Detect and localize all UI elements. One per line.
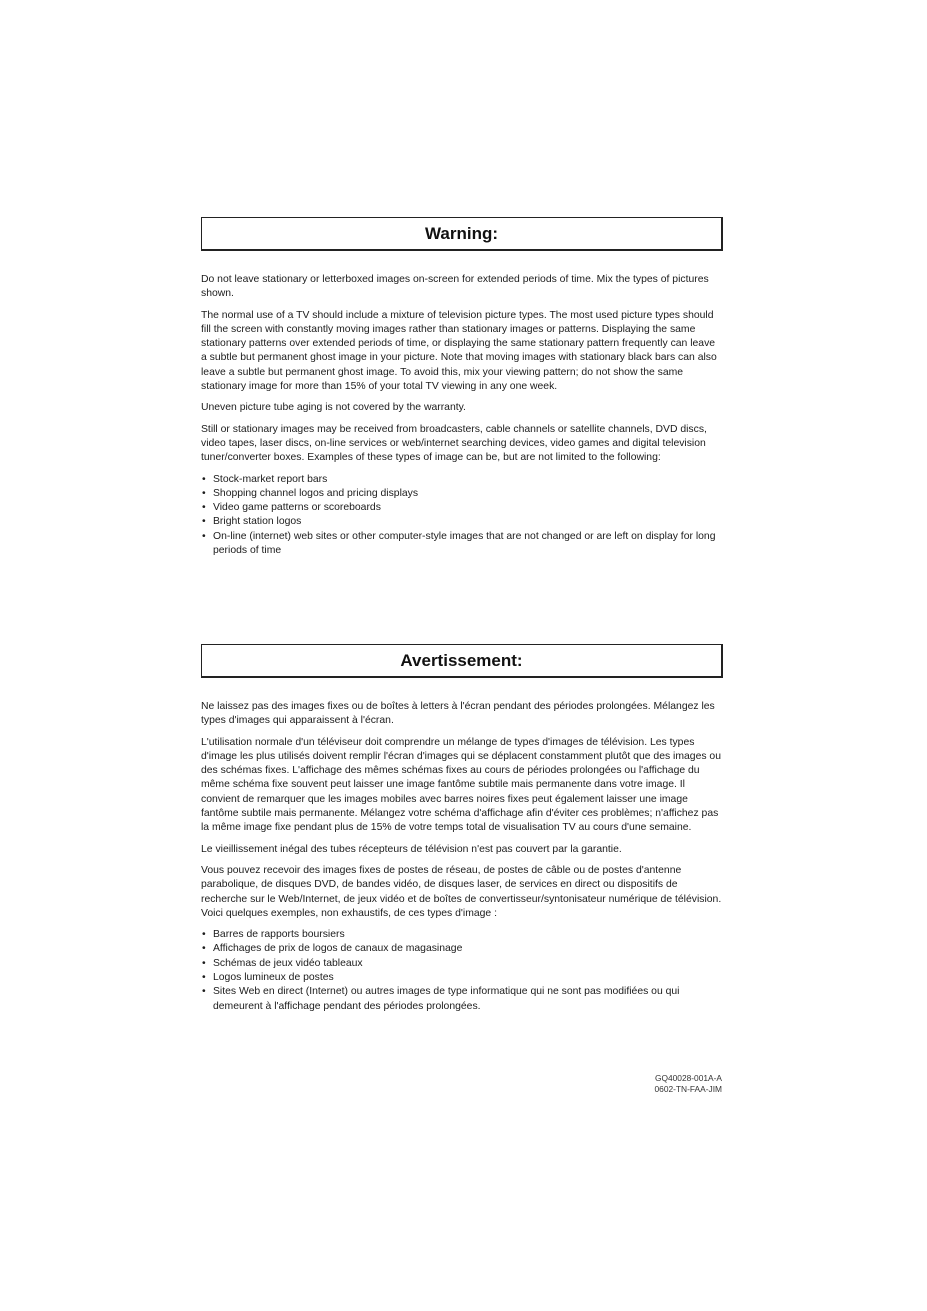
avertissement-content bbox=[201, 700, 723, 1014]
warning-title-box bbox=[201, 217, 723, 251]
warning-paragraph-3: Uneven picture tube aging is not covered by the warranty. bbox=[201, 402, 466, 414]
warning-paragraph-2: The normal use of a TV should include a mixture of television picture types. The most used picture types should fill the screen with constantly moving images rather than stationary images or patterns. Displaying the same stationary patterns over extended periods of time, or displaying the same stationary pattern frequently can leave a subtle but permanent ghost image in your picture. Note that moving images with stationary black bars can also leave a subtle but permanent ghost image. To avoid this, mix your viewing pattern; do not show the same stationary image for more than 15% of your total TV viewing in any one week. bbox=[201, 309, 717, 393]
warning-paragraph-4: Still or stationary images may be received from broadcasters, cable channels or satellite channels, DVD discs, video tapes, laser discs, on-line services or web/internet searching devices, video games and digital television tuner/converter boxes. Examples of these types of image can be, but are not limited to the following: bbox=[201, 423, 707, 464]
list-item: • Shopping channel logos and pricing displays bbox=[201, 487, 723, 501]
warning-section bbox=[201, 217, 723, 558]
avertissement-section bbox=[201, 644, 723, 1014]
document-codes bbox=[655, 1073, 722, 1095]
warning-content bbox=[201, 273, 723, 558]
avertissement-paragraph-3: Le vieillissement inégal des tubes récepteurs de télévision n'est pas couvert par la garantie. bbox=[201, 843, 622, 855]
list-item: • Schémas de jeux vidéo tableaux bbox=[201, 957, 723, 971]
avertissement-paragraph-2: L'utilisation normale d'un téléviseur doit comprendre un mélange de types d'images de télévision. Les types d'image les plus utilisés doivent remplir l'écran d'images qui se déplacent constamment plutôt que des images ou des schémas fixes. L'affichage des mêmes schémas fixes au cours de périodes prolongées ou l'affichage du même schéma fixe souvent peut laisser une image fantôme subtile mais permanente dans votre image. Il convient de remarquer que les images mobiles avec barres noires fixes peut également laisser une image fantôme subtile mais permanente. Mélangez votre schéma d'affichage afin d'éviter ces problèmes; n'affichez pas la même image fixe pendant plus de 15% de votre temps total de visualisation TV au cours d'une semaine. bbox=[201, 736, 721, 834]
warning-title: Warning: bbox=[424, 224, 499, 243]
list-item: • Logos lumineux de postes bbox=[201, 971, 723, 985]
avertissement-title-box bbox=[201, 644, 723, 678]
warning-paragraph-1: Do not leave stationary or letterboxed images on-screen for extended periods of time. Mix the types of pictures shown. bbox=[201, 274, 709, 300]
list-item: • Stock-market report bars bbox=[201, 473, 723, 487]
list-item: • Barres de rapports boursiers bbox=[201, 928, 723, 942]
list-item: • Affichages de prix de logos de canaux de magasinage bbox=[201, 942, 723, 956]
list-item: • On-line (internet) web sites or other computer-style images that are not changed or are left on display for long periods of time bbox=[201, 530, 723, 559]
avertissement-paragraph-1: Ne laissez pas des images fixes ou de boîtes à letters à l'écran pendant des périodes prolongées. Mélangez les types d'images qui apparaissent à l'écran. bbox=[201, 701, 715, 727]
list-item: • Sites Web en direct (Internet) ou autres images de type informatique qui ne sont pas modifiées ou qui demeurent à l'affichage pendant des périodes prolongées. bbox=[201, 985, 723, 1014]
list-item: • Video game patterns or scoreboards bbox=[201, 501, 723, 515]
document-code-line-2: 0602-TN-FAA-JIM bbox=[654, 1084, 722, 1094]
document-code-line-1: GQ40028-001A-A bbox=[654, 1073, 722, 1083]
avertissement-title: Avertissement: bbox=[400, 651, 523, 670]
avertissement-paragraph-4: Vous pouvez recevoir des images fixes de postes de réseau, de postes de câble ou de postes d'antenne parabolique, de disques DVD, de bandes vidéo, de disques laser, de services en direct ou dispositifs de recherche sur le Web/Internet, de jeux vidéo et de boîtes de convertisseur/syntonisateur numérique de télévision. Voici quelques exemples, non exhaustifs, de ces types d'image : bbox=[201, 864, 722, 919]
avertissement-bullet-list bbox=[201, 928, 723, 1014]
list-item: • Bright station logos bbox=[201, 515, 723, 529]
warning-bullet-list bbox=[201, 473, 723, 559]
